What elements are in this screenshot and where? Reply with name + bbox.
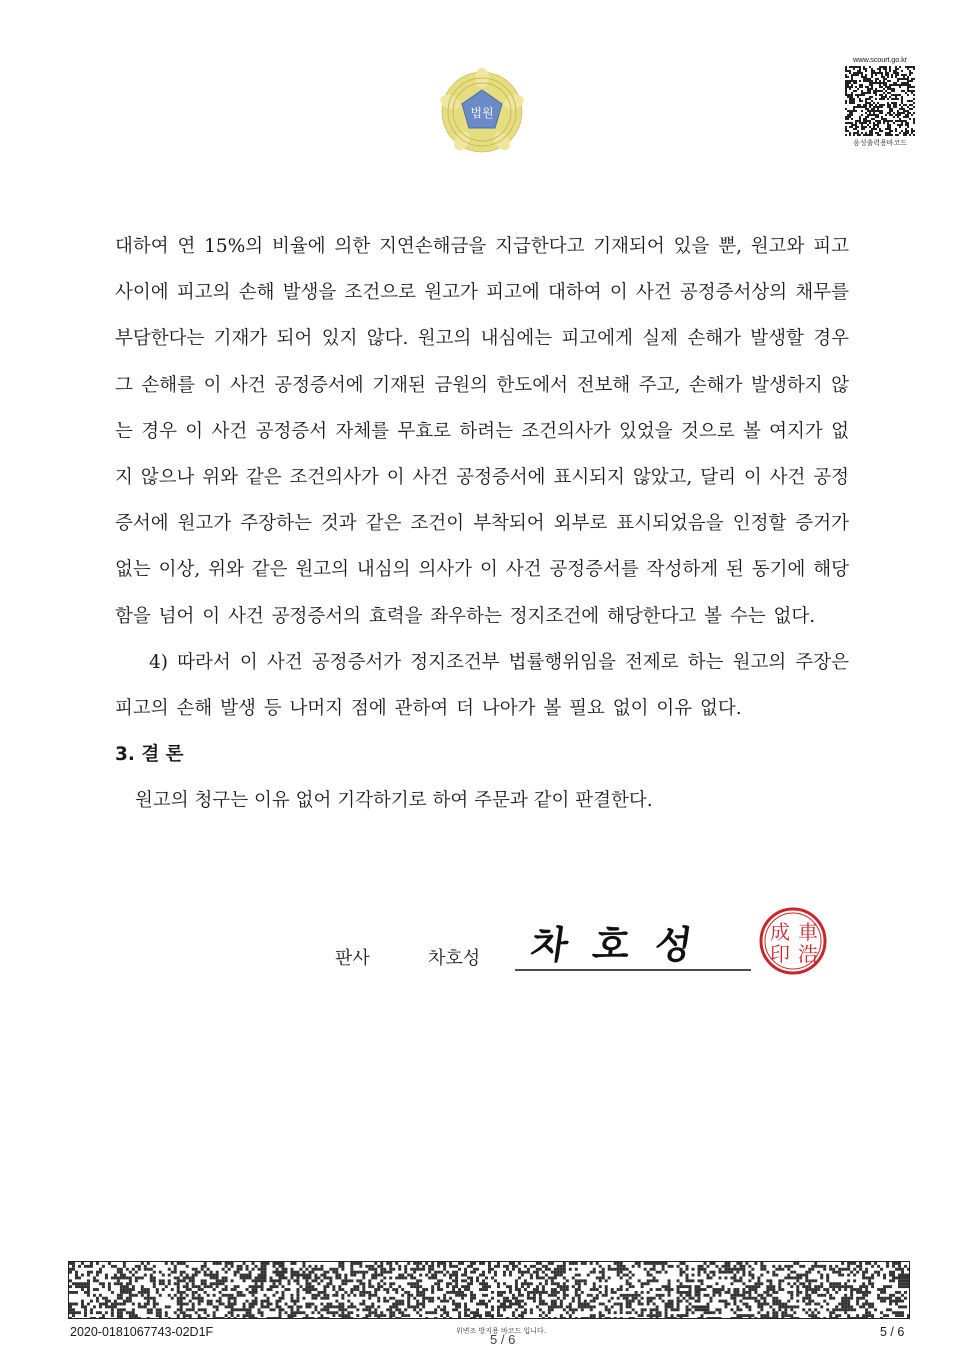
signature-name: 차호성 xyxy=(428,948,481,969)
signature-role: 판사 xyxy=(335,948,370,969)
handwritten-signature xyxy=(515,918,751,974)
court-emblem-icon xyxy=(436,66,528,158)
document-id: 2020-0181067743-02D1F xyxy=(70,1325,214,1339)
svg-text:印: 印 xyxy=(770,942,790,966)
page-number-right: 5 / 6 xyxy=(880,1325,905,1339)
emblem-text: 법원 xyxy=(470,106,494,120)
judge-seal-icon xyxy=(758,906,828,976)
svg-text:成: 成 xyxy=(770,920,790,944)
qr-code-icon xyxy=(845,66,915,136)
page-number-center: 5 / 6 xyxy=(490,1332,516,1347)
svg-text:車: 車 xyxy=(798,920,818,944)
paragraph-item-4: 4) 따라서 이 사건 공정증서가 정지조건부 법률행위임을 전제로 하는 원고의 주장은 피고의 손해 발생 등 나머지 점에 관하여 더 나아가 볼 필요 없이 이유 없다. xyxy=(115,651,849,720)
barcode-note: 위변조 방지용 바코드 입니다. xyxy=(456,1327,547,1335)
qr-url: www.scourt.go.kr xyxy=(853,55,907,64)
anti-forgery-barcode xyxy=(68,1261,910,1319)
qr-block xyxy=(840,55,920,148)
svg-text:浩: 浩 xyxy=(798,942,818,966)
svg-text:차 호 성: 차 호 성 xyxy=(527,924,701,968)
paragraph-continued: 대하여 연 15%의 비율에 의한 지연손해금을 지급한다고 기재되어 있을 뿐, 원고와 피고 사이에 피고의 손해 발생을 조건으로 원고가 피고에 대하여 이 사건 공정증서상의 채무를 부담한다는 기재가 되어 있지 않다. 원고의 내심에는 피고에게 실제 손해가 발생할 경우 그 손해를 이 사건 공정증서에 기재된 금원의 한도에서 전보해 주고, 손해가 발생하지 않는 경우 이 사건 공정증서 자체를 무효로 하려는 조건의사가 있었을 것으로 볼 여지가 없지 않으나 위와 같은 조건의사가 이 사건 공정증서에 표시되지 않았고, 달리 이 사건 공정증서에 원고가 주장하는 것과 같은 조건이 부착되어 외부로 표시되었음을 인정할 증거가 없는 이상, 위와 같은 원고의 내심의 의사가 이 사건 공정증서를 작성하게 된 동기에 해당함을 넘어 이 사건 공정증서의 효력을 좌우하는 정지조건에 해당한다고 볼 수는 없다. xyxy=(115,236,849,627)
section-heading: 3. 결 론 xyxy=(115,744,184,766)
document-body xyxy=(115,224,849,825)
conclusion-text: 원고의 청구는 이유 없어 기각하기로 하여 주문과 같이 판결한다. xyxy=(135,790,653,812)
qr-caption: 음성출력용바코드 xyxy=(852,139,908,147)
